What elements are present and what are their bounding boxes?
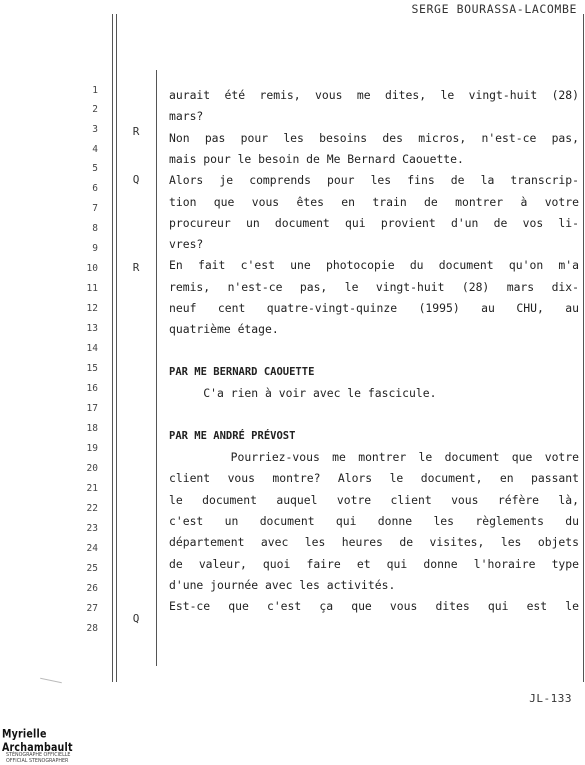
line-number: 23: [86, 523, 98, 534]
transcript-line: Est-ce que c'est ça que vous dites qui est le: [169, 599, 579, 614]
line-number: 1: [92, 85, 98, 96]
line-number: 5: [92, 163, 98, 174]
margin-line-left-inner: [116, 14, 117, 682]
line-number: 12: [86, 303, 98, 314]
stenographer-logo: [2, 728, 112, 765]
speaker-heading: PAR ME BERNARD CAOUETTE: [169, 365, 315, 378]
transcript-line: c'est un document qui donne les règlements du: [169, 514, 579, 528]
transcript-line: département avec les heures de visites, les objets: [169, 535, 579, 550]
line-number: 19: [86, 443, 98, 454]
line-number: 26: [86, 583, 98, 594]
speaker-label: R: [132, 125, 140, 138]
transcript-line: remis, n'est-ce pas, le vingt-huit (28) mars dix-: [169, 279, 579, 294]
line-number: 16: [86, 383, 98, 394]
transcript-line: mars?: [169, 109, 204, 124]
line-number: 22: [86, 503, 98, 514]
transcript-line: En fait c'est une photocopie du document qu'on m'a: [169, 258, 579, 273]
transcript-line: client vous montre? Alors le document, en passant: [169, 471, 579, 486]
logo-subtitle-en: OFFICIAL STENOGRAPHER: [6, 759, 69, 764]
transcript-line: C'a rien à voir avec le fascicule.: [169, 386, 437, 401]
logo-name: Myrielle Archambault: [2, 728, 73, 755]
transcript-line: procureur un document qui provient d'un de vos li-: [169, 215, 579, 230]
line-number: 3: [92, 124, 98, 135]
transcript-line: aurait été remis, vous me dites, le vingt-huit (28): [169, 88, 579, 102]
transcript-line: Non pas pour les besoins des micros, n'est-ce pas,: [169, 130, 579, 145]
speaker-label: Q: [132, 173, 140, 186]
line-number: 28: [86, 623, 98, 634]
line-number: 9: [92, 243, 98, 254]
transcript-line: le document auquel votre client vous réfère là,: [169, 492, 579, 507]
line-number: 15: [86, 363, 98, 374]
line-number: 7: [92, 203, 98, 214]
transcript-line: mais pour le besoin de Me Bernard Caouette.: [169, 151, 464, 166]
transcript-line: tion que vous êtes en train de montrer à votre: [169, 194, 579, 209]
line-number: 25: [86, 563, 98, 574]
line-number: 2: [92, 104, 98, 115]
line-number: 21: [86, 483, 98, 494]
speaker-label: Q: [132, 612, 140, 625]
transcript-line: quatrième étage.: [169, 322, 279, 337]
speaker-heading: PAR ME ANDRÉ PRÉVOST: [169, 429, 296, 442]
speaker-label: R: [132, 261, 140, 274]
transcript-line: vres?: [169, 237, 204, 252]
line-number: 18: [86, 423, 98, 434]
logo-subtitle-fr: STÉNOGRAPHE OFFICIELLE: [6, 753, 71, 758]
transcript-line: Alors je comprends pour les fins de la transcrip-: [169, 173, 579, 188]
line-number: 24: [86, 543, 98, 554]
transcript-line: d'une journée avec les activités.: [169, 577, 396, 592]
margin-line-left-outer: [112, 14, 113, 682]
line-number: 17: [86, 403, 98, 414]
line-number: 6: [92, 183, 98, 194]
page-number: JL-133: [529, 692, 572, 705]
transcript-line: Pourriez-vous me montrer le document que votre: [169, 450, 579, 465]
transcript-line: de valeur, quoi faire et qui donne l'horaire type: [169, 556, 579, 571]
scan-speck: [40, 678, 62, 684]
line-number: 11: [86, 283, 98, 294]
margin-line-right: [583, 14, 584, 682]
line-number: 14: [86, 343, 98, 354]
page-header-name: SERGE BOURASSA-LACOMBE: [411, 2, 577, 16]
line-number: 27: [86, 603, 98, 614]
line-number: 8: [92, 223, 98, 234]
speaker-divider-line: [156, 70, 157, 666]
line-number: 4: [92, 144, 98, 155]
line-number: 13: [86, 323, 98, 334]
line-number: 20: [86, 463, 98, 474]
line-number: 10: [86, 263, 98, 274]
transcript-line: neuf cent quatre-vingt-quinze (1995) au CHU, au: [169, 301, 579, 315]
